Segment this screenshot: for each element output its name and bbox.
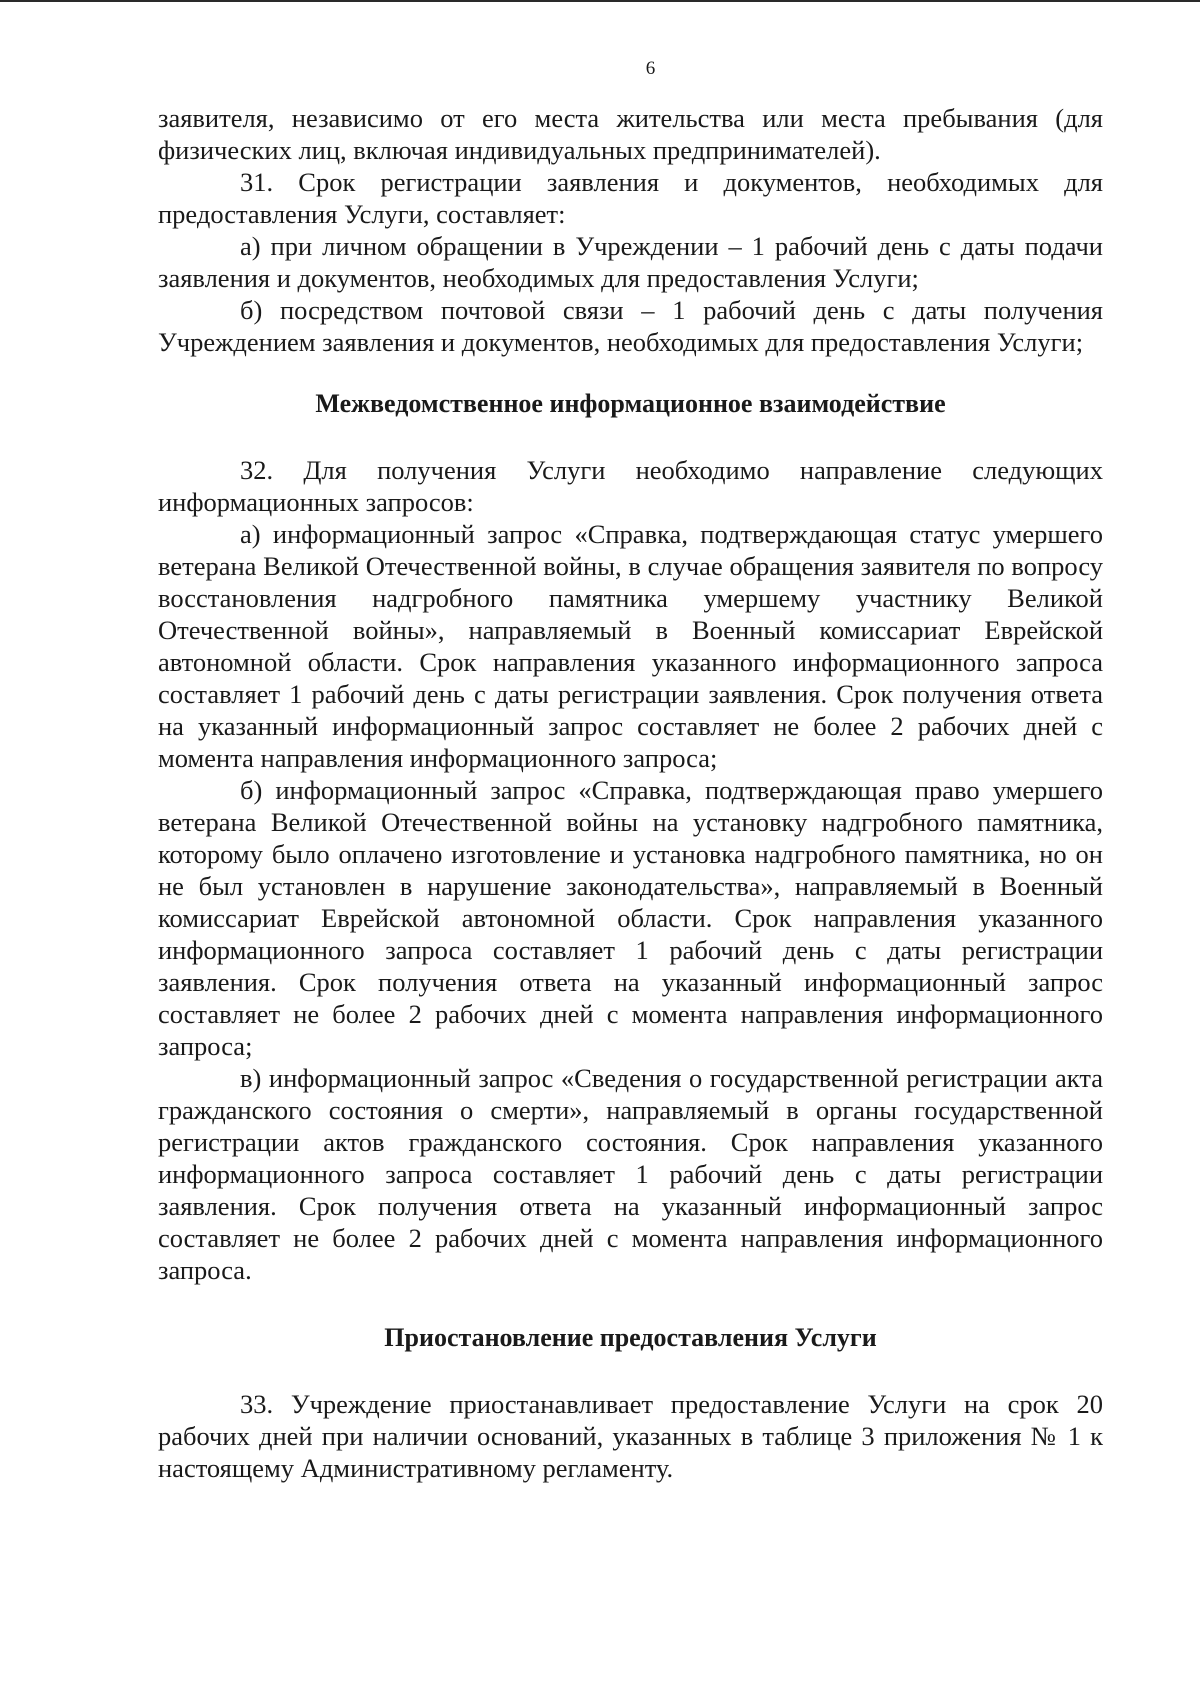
paragraph-31-a: а) при личном обращении в Учреждении – 1 рабочий день с даты подачи заявления и документов, необходимых для предоставления Услуги;: [158, 231, 1103, 293]
paragraph-33: 33. Учреждение приостанавливает предоставление Услуги на срок 20 рабочих дней при наличии оснований, указанных в таблице 3 приложения № 1 к настоящему Административному регламенту.: [158, 1389, 1103, 1483]
section-heading-suspension: Приостановление предоставления Услуги: [384, 1323, 877, 1352]
page-number: 6: [645, 58, 656, 79]
paragraph-31: 31. Срок регистрации заявления и документов, необходимых для предоставления Услуги, составляет:: [158, 167, 1103, 229]
document-page: [158, 58, 1103, 1484]
scan-top-edge: [0, 0, 1200, 2]
paragraph-continuation: заявителя, независимо от его места жительства или места пребывания (для физических лиц, включая индивидуальных предпринимателей).: [158, 103, 1103, 165]
section-heading-interagency: Межведомственное информационное взаимодействие: [315, 389, 946, 418]
paragraph-31-b: б) посредством почтовой связи – 1 рабочий день с даты получения Учреждением заявления и документов, необходимых для предоставления Услуги;: [158, 295, 1103, 357]
paragraph-32-b: б) информационный запрос «Справка, подтверждающая право умершего ветерана Великой Отечественной войны на установку надгробного памятника, которому было оплачено изготовление и установка надгробного памятника, но он не был установлен в нарушение законодательства», направляемый в Военный комиссариат Еврейской автономной области. Срок направления указанного информационного запроса составляет 1 рабочий день с даты регистрации заявления. Срок получения ответа на указанный информационный запрос составляет не более 2 рабочих дней с момента направления информационного запроса;: [158, 775, 1103, 1061]
paragraph-32-a: а) информационный запрос «Справка, подтверждающая статус умершего ветерана Великой Отечественной войны, в случае обращения заявителя по вопросу восстановления надгробного памятника умершему участнику Великой Отечественной войны», направляемый в Военный комиссариат Еврейской автономной области. Срок направления указанного информационного запроса составляет 1 рабочий день с даты регистрации заявления. Срок получения ответа на указанный информационный запрос составляет не более 2 рабочих дней с момента направления информационного запроса;: [158, 519, 1103, 773]
paragraph-32-v: в) информационный запрос «Сведения о государственной регистрации акта гражданского состояния о смерти», направляемый в органы государственной регистрации актов гражданского состояния. Срок направления указанного информационного запроса составляет 1 рабочий день с даты регистрации заявления. Срок получения ответа на указанный информационный запрос составляет не более 2 рабочих дней с момента направления информационного запроса.: [158, 1063, 1103, 1285]
paragraph-32: 32. Для получения Услуги необходимо направление следующих информационных запросов:: [158, 455, 1103, 517]
